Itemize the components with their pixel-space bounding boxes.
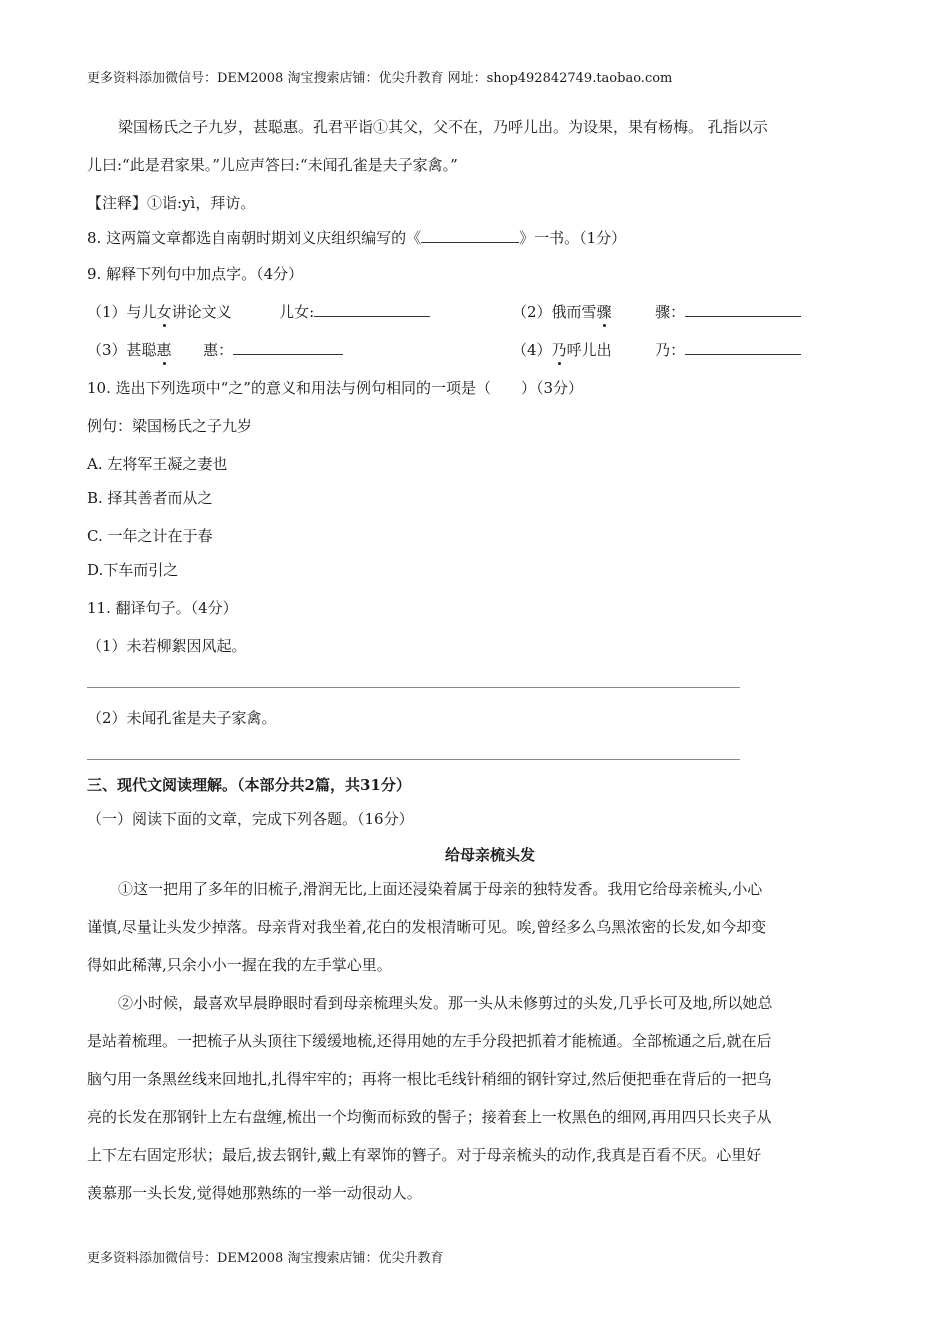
q9-item-1-label: 儿女: <box>279 303 315 321</box>
q8-text-after: 》一书。（1分） <box>519 229 627 247</box>
answer-line[interactable] <box>87 687 740 688</box>
question-9-row-1 <box>87 301 847 322</box>
q9-item-3 <box>87 339 343 360</box>
question-11-stem: 11. 翻译句子。（4分） <box>87 599 238 617</box>
q9-item-4-blank[interactable] <box>685 339 801 355</box>
option-c[interactable]: C. 一年之计在于春 <box>87 527 213 545</box>
paragraph-line: 得如此稀薄,只余小小一握在我的左手掌心里。 <box>87 956 392 974</box>
question-10-example: 例句：梁国杨氏之子九岁 <box>87 417 253 435</box>
q9-item-3-pre: （3）甚聪 <box>87 341 157 359</box>
dotted-char: 女 <box>156 303 172 321</box>
annotation-note: 【注释】①诣:yì，拜访。 <box>87 194 256 212</box>
section-subheading: （一）阅读下面的文章，完成下列各题。（16分） <box>87 810 414 828</box>
q9-item-2-label: 骤： <box>655 303 686 321</box>
option-b[interactable]: B. 择其善者而从之 <box>87 489 213 507</box>
q9-item-4-post: 呼儿出 <box>566 341 612 359</box>
q8-blank[interactable] <box>421 227 519 243</box>
q9-item-2-blank[interactable] <box>685 301 801 317</box>
option-a[interactable]: A. 左将军王凝之妻也 <box>87 455 228 473</box>
q9-item-4 <box>512 339 801 360</box>
q9-item-3-blank[interactable] <box>233 339 343 355</box>
paragraph-line: ②小时候，最喜欢早晨睁眼时看到母亲梳理头发。那一头从未修剪过的头发,几乎长可及地,所以她总 <box>118 994 773 1012</box>
question-10-stem: 10. 选出下列选项中“之”的意义和用法与例句相同的一项是（ ）（3分） <box>87 379 584 397</box>
question-8 <box>87 227 626 248</box>
paragraph-line: 谨慎,尽量让头发少掉落。母亲背对我坐着,花白的发根清晰可见。唉,曾经多么乌黑浓密的长发,如今却变 <box>87 918 767 936</box>
paragraph-line: 上下左右固定形状；最后,拔去钢针,戴上有翠饰的簪子。对于母亲梳头的动作,我真是百看不厌。心里好 <box>87 1146 762 1164</box>
paragraph-line: ①这一把用了多年的旧梳子,滑润无比,上面还浸染着属于母亲的独特发香。我用它给母亲梳头,小心 <box>118 880 763 898</box>
question-9-stem: 9. 解释下列句中加点字。（4分） <box>87 265 304 283</box>
paragraph-line: 亮的长发在那钢针上左右盘缠,梳出一个均衡而标致的髻子；接着套上一枚黑色的细网,再用四只长夹子从 <box>87 1108 772 1126</box>
q9-item-4-pre: （4） <box>512 341 552 359</box>
q9-item-1-post: 讲论文义 <box>171 303 232 321</box>
paragraph-line: 脑勺用一条黑丝线来回地扎,扎得牢牢的；再将一根比毛线针稍细的钢针穿过,然后便把垂在背后的一把乌 <box>87 1070 772 1088</box>
q9-item-4-label: 乃： <box>655 341 686 359</box>
question-11-sentence-2: （2）未闻孔雀是夫子家禽。 <box>87 709 277 727</box>
q9-item-2 <box>512 301 801 322</box>
question-11-sentence-1: （1）未若柳絮因风起。 <box>87 637 247 655</box>
option-d[interactable]: D.下车而引之 <box>87 561 179 579</box>
paragraph-line: 是站着梳理。一把梳子从头顶往下缓缓地梳,还得用她的左手分段把抓着才能梳通。全部梳通之后,就在后 <box>87 1032 772 1050</box>
q9-item-1 <box>87 301 430 322</box>
passage-line: 儿曰:“此是君家果。”儿应声答曰:“未闻孔雀是夫子家禽。” <box>87 156 458 174</box>
dotted-char: 乃 <box>551 341 567 359</box>
q8-text-before: 8. 这两篇文章都选自南朝时期刘义庆组织编写的《 <box>87 229 422 247</box>
paragraph-line: 羡慕那一头长发,觉得她那熟练的一举一动很动人。 <box>87 1184 422 1202</box>
page-header: 更多资料添加微信号：DEM2008 淘宝搜索店铺：优尖升教育 网址：shop492842749.taobao.com <box>87 71 673 86</box>
q9-item-1-blank[interactable] <box>314 301 430 317</box>
page-footer: 更多资料添加微信号：DEM2008 淘宝搜索店铺：优尖升教育 <box>87 1251 444 1266</box>
q9-item-3-label: 惠： <box>203 341 234 359</box>
q9-item-2-pre: （2）俄而雪 <box>512 303 597 321</box>
answer-line[interactable] <box>87 759 740 760</box>
q9-item-1-pre: （1）与儿 <box>87 303 157 321</box>
question-9-row-2 <box>87 339 847 360</box>
dotted-char: 惠 <box>156 341 172 359</box>
article-title: 给母亲梳头发 <box>444 846 535 864</box>
passage-line: 梁国杨氏之子九岁，甚聪惠。孔君平诣①其父，父不在，乃呼儿出。为设果，果有杨梅。 孔指以示 <box>118 118 768 136</box>
dotted-char: 骤 <box>596 303 612 321</box>
section-heading: 三、现代文阅读理解。（本部分共2篇，共31分） <box>87 776 411 794</box>
